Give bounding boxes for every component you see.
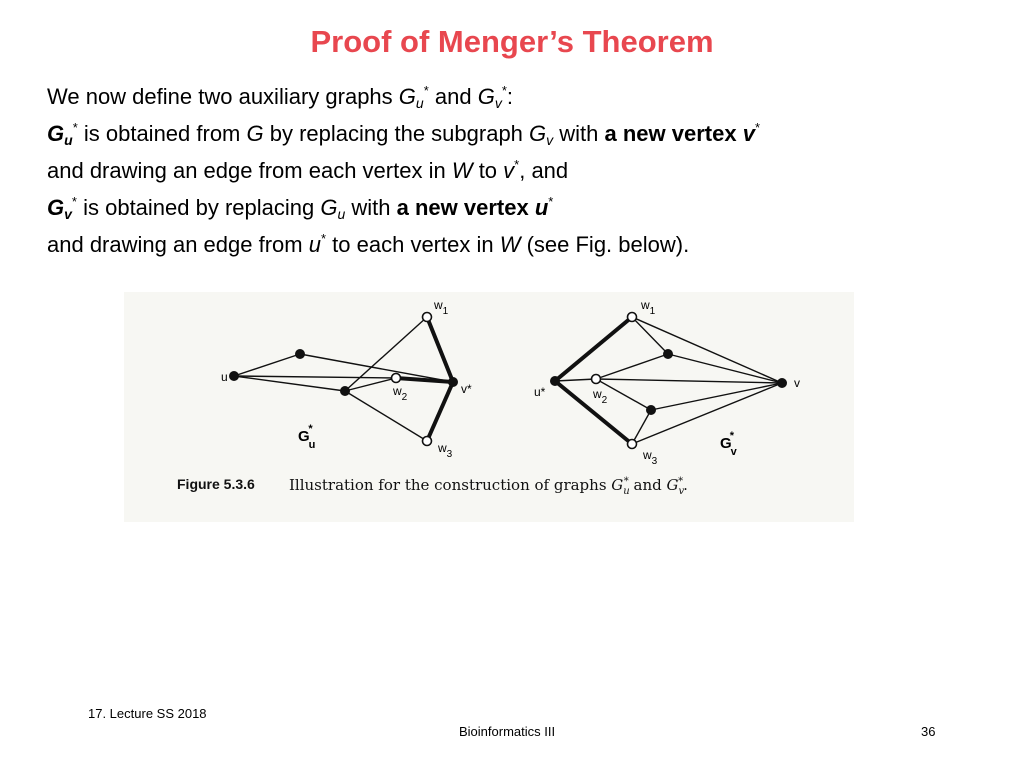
edge-bold <box>427 317 453 382</box>
vertex-ustar <box>550 376 560 386</box>
figure-caption-prefix: Figure 5.3.6 <box>177 476 255 492</box>
right-graph <box>534 298 800 467</box>
superscript: * <box>71 194 77 209</box>
subscript: u <box>64 132 73 148</box>
text: and <box>428 84 478 109</box>
text: and drawing an edge from each vertex in <box>47 158 452 183</box>
superscript: * <box>423 83 429 98</box>
edge <box>596 354 668 379</box>
superscript: * <box>501 83 507 98</box>
symbol: v <box>503 158 515 183</box>
edge <box>234 376 396 378</box>
left-graph <box>221 298 472 460</box>
label-w2: $w_2$ <box>393 384 408 403</box>
edge <box>555 379 596 381</box>
label-ustar: u* <box>534 385 546 399</box>
text: by replacing the subgraph <box>263 121 530 146</box>
superscript: * <box>72 120 78 135</box>
vertex-w3 <box>628 440 637 449</box>
body-line-2 <box>47 115 987 152</box>
symbol: u <box>308 232 321 257</box>
bold-text: a new vertex <box>396 195 535 220</box>
symbol: G <box>398 84 416 109</box>
subscript: u <box>415 95 424 111</box>
superscript: * <box>754 120 761 135</box>
vertex <box>646 405 656 415</box>
label-v: v <box>794 376 800 390</box>
vertex-w1 <box>628 313 637 322</box>
subscript: v <box>494 95 502 111</box>
body-line-3 <box>47 152 987 189</box>
vertex-v <box>777 378 787 388</box>
text: is obtained by replacing <box>76 195 321 220</box>
graph-name-gv-star: Gv* <box>720 430 737 458</box>
edge-bold <box>396 378 453 382</box>
symbol: G <box>477 84 495 109</box>
text: with <box>553 121 605 146</box>
text: with <box>345 195 397 220</box>
vertex-w3 <box>423 437 432 446</box>
vertex-vstar <box>448 377 458 387</box>
label-w3: $w_3$ <box>643 448 658 467</box>
text: to <box>472 158 504 183</box>
body-line-1 <box>47 78 987 115</box>
edge <box>234 354 300 376</box>
edge <box>632 317 668 354</box>
superscript: * <box>514 157 520 172</box>
superscript: * <box>320 231 327 246</box>
text: : <box>506 84 514 109</box>
symbol: G <box>320 195 338 220</box>
subscript: u <box>337 206 346 222</box>
slide-title: Proof of Menger’s Theorem <box>310 24 714 59</box>
edge <box>345 391 427 441</box>
label-vstar: v* <box>461 382 472 396</box>
edge <box>651 383 782 410</box>
subscript: v <box>546 132 554 148</box>
vertex <box>295 349 305 359</box>
text: and drawing an edge from <box>47 232 309 257</box>
footer-page-number: 36 <box>921 724 936 739</box>
edge <box>234 376 345 391</box>
body-line-5 <box>47 226 987 263</box>
label-w1: $w_1$ <box>434 298 449 317</box>
symbol: G <box>529 121 547 146</box>
vertex <box>663 349 673 359</box>
edge <box>632 317 782 383</box>
symbol: G <box>47 121 65 146</box>
text: is obtained from <box>77 121 247 146</box>
edge <box>632 410 651 444</box>
superscript: * <box>548 194 554 209</box>
text: (see Fig. below). <box>520 232 690 257</box>
symbol: W <box>451 158 473 183</box>
figure-caption-text: Illustration for the construction of graphs $G_u*$ and $G_v*$. <box>289 476 688 497</box>
symbol: u <box>534 195 549 220</box>
vertex-u <box>229 371 239 381</box>
graph-diagram <box>124 292 854 522</box>
symbol: G <box>246 121 264 146</box>
edge-bold <box>555 317 632 381</box>
label-u: u <box>221 370 228 384</box>
vertex-w1 <box>423 313 432 322</box>
slide-body <box>47 78 987 263</box>
label-w1: $w_1$ <box>641 298 656 317</box>
footer-lecture: 17. Lecture SS 2018 <box>88 706 207 721</box>
edge-bold <box>427 382 453 441</box>
symbol: v <box>742 121 755 146</box>
symbol: G <box>47 195 65 220</box>
text: We now define two auxiliary graphs <box>47 84 399 109</box>
symbol: W <box>499 232 521 257</box>
footer-course: Bioinformatics III <box>459 724 556 739</box>
text: to each vertex in <box>326 232 500 257</box>
text: , and <box>519 158 569 183</box>
vertex-w2 <box>592 375 601 384</box>
label-w2: $w_2$ <box>593 387 608 406</box>
label-w3: $w_3$ <box>438 441 453 460</box>
edge <box>596 379 782 383</box>
vertex-w2 <box>392 374 401 383</box>
subscript: v <box>64 206 72 222</box>
body-line-4 <box>47 189 987 226</box>
vertex <box>340 386 350 396</box>
graph-name-gu-star: Gu* <box>298 423 316 451</box>
bold-text: a new vertex <box>604 121 743 146</box>
figure-graphs <box>124 292 854 522</box>
